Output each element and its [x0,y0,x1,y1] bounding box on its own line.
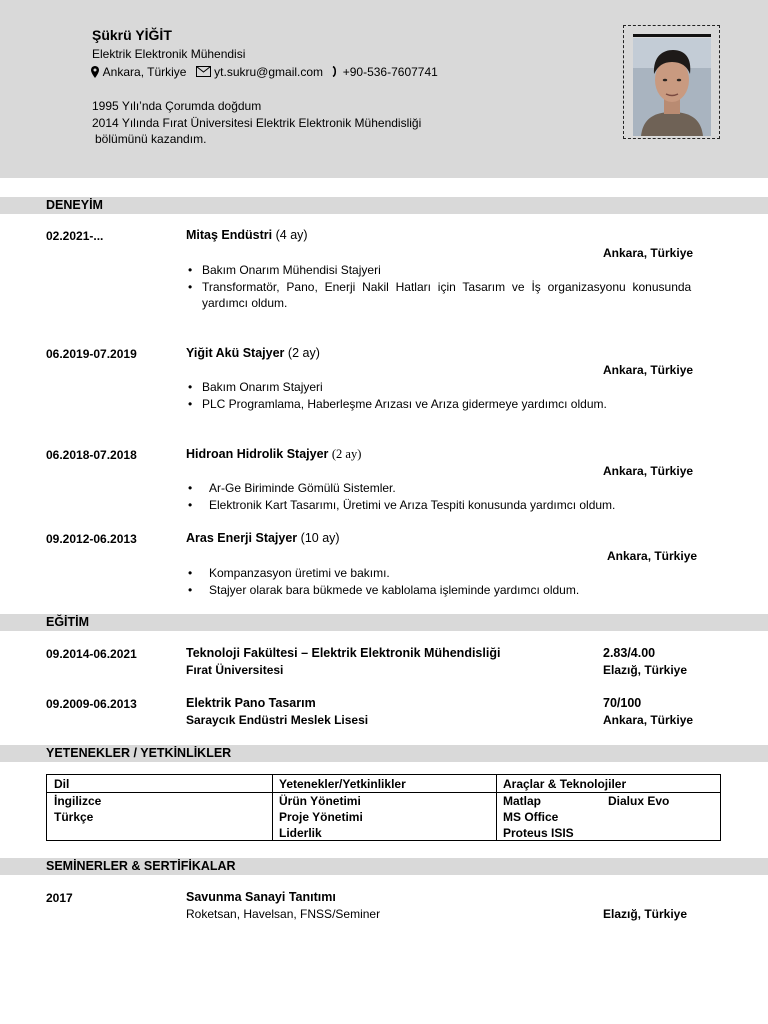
education-school: Saraycık Endüstri Meslek Lisesi [186,713,369,727]
education-program: Elektrik Pano Tasarım [186,696,316,710]
skills-header-language: Dil [54,777,70,791]
bio-line-3: bölümünü kazandım. [95,132,207,146]
education-grade: 2.83/4.00 [603,646,656,660]
education-date: 09.2014-06.2021 [46,647,137,661]
list-item: • Elektronik Kart Tasarımı, Üretimi ve Arıza Tespiti konusunda yardımcı oldum. [188,498,616,512]
ability-item: Liderlik [279,826,322,840]
skills-header-tools: Araçlar & Teknolojiler [503,777,627,791]
experience-title: Hidroan Hidrolik Stajyer (2 ay) [186,447,362,461]
list-item: • Stajyer olarak bara bükmede ve kablolama işleminde yardımcı oldum. [188,583,580,597]
skills-header-abilities: Yetenekler/Yetkinlikler [279,777,406,791]
tool-item: Dialux Evo [608,794,670,808]
education-date: 09.2009-06.2013 [46,697,137,711]
experience-date: 06.2018-07.2018 [46,448,137,462]
ability-item: Proje Yönetimi [279,810,363,824]
experience-location: Ankara, Türkiye [603,246,694,260]
phone-icon [332,66,339,80]
experience-title: Mitaş Endüstri (4 ay) [186,228,308,242]
list-item: • PLC Programlama, Haberleşme Arızası ve Arıza gidermeye yardımcı oldum. [188,397,607,411]
experience-date: 06.2019-07.2019 [46,347,137,361]
seminar-org: Roketsan, Havelsan, FNSS/Seminer [186,907,381,921]
list-item: • Bakım Onarım Stajyeri [188,380,323,394]
experience-title: Aras Enerji Stajyer (10 ay) [186,531,340,545]
seminar-title: Savunma Sanayi Tanıtımı [186,890,336,904]
language-item: Türkçe [54,810,94,824]
experience-title: Yiğit Akü Stajyer (2 ay) [186,346,320,360]
profile-photo [623,25,720,139]
list-item: • Kompanzasyon üretimi ve bakımı. [188,566,390,580]
section-header-seminars: SEMİNERLER & SERTİFİKALAR [0,858,768,875]
section-header-skills: YETENEKLER / YETKİNLİKLER [0,745,768,762]
bio-line-2: 2014 Yılında Fırat Üniversitesi Elektrik Elektronik Mühendisliği [92,116,422,130]
job-title: Elektrik Elektronik Mühendisi [92,47,246,61]
experience-location: Ankara, Türkiye [603,363,694,377]
education-school: Fırat Üniversitesi [186,663,284,677]
experience-date: 02.2021-... [46,229,104,243]
education-grade: 70/100 [603,696,642,710]
list-item: • Bakım Onarım Mühendisi Stajyeri [188,263,381,277]
list-item: • Ar-Ge Biriminde Gömülü Sistemler. [188,481,396,495]
list-item: • Transformatör, Pano, Enerji Nakil Hatları için Tasarım ve İş organizasyonu konusunda [188,280,692,294]
phone-text: +90-536-7607741 [342,65,438,79]
envelope-icon [196,66,211,80]
contact-line [91,65,438,81]
email-link[interactable]: yt.sukru@gmail.com [214,65,324,79]
bio-line-1: 1995 Yılı’nda Çorumda doğdum [92,99,262,113]
section-header-experience: DENEYİM [0,197,768,214]
person-name: Şükrü YİĞİT [92,27,172,43]
seminar-year: 2017 [46,891,73,905]
map-pin-icon [91,66,100,81]
language-item: İngilizce [54,794,102,808]
section-header-education: EĞİTİM [0,614,768,631]
tool-item: MS Office [503,810,559,824]
experience-location: Ankara, Türkiye [603,464,694,478]
education-program: Teknoloji Fakültesi – Elektrik Elektronik Mühendisliği [186,646,501,660]
tool-item: Proteus ISIS [503,826,574,840]
experience-location: Ankara, Türkiye [607,549,698,563]
list-item-continuation: yardımcı oldum. [202,296,288,310]
education-location: Elazığ, Türkiye [603,663,688,677]
location-text: Ankara, Türkiye [102,65,187,79]
skills-table [46,774,721,841]
education-location: Ankara, Türkiye [603,713,694,727]
seminar-location: Elazığ, Türkiye [603,907,688,921]
ability-item: Ürün Yönetimi [279,794,361,808]
tool-item: Matlap [503,794,542,808]
experience-date: 09.2012-06.2013 [46,532,137,546]
